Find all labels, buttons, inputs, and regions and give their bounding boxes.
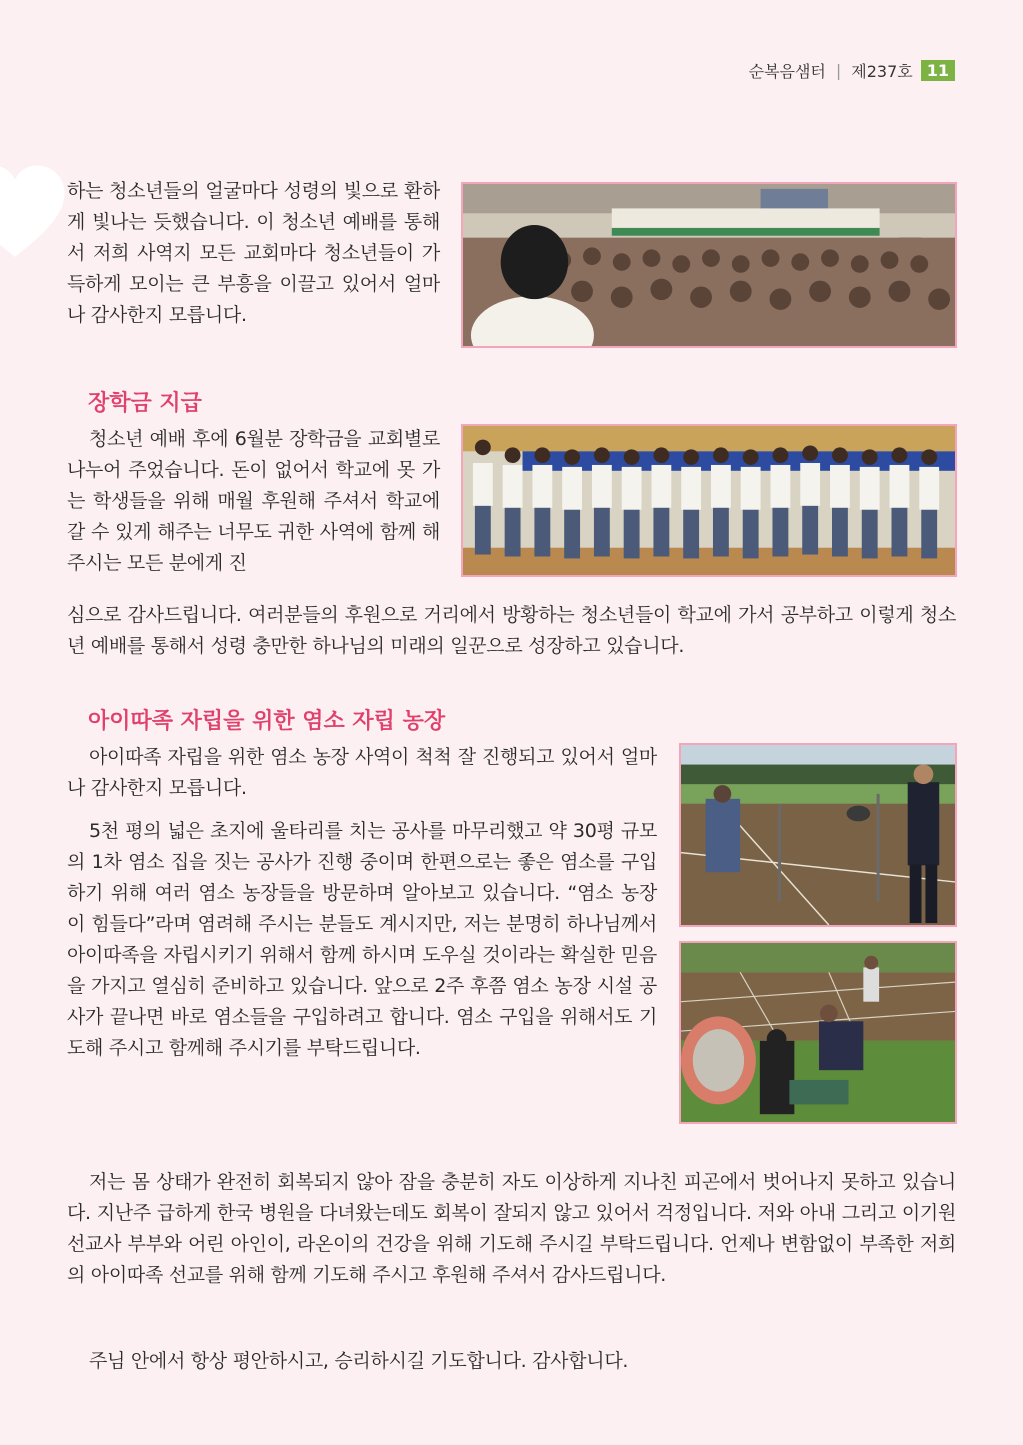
closing-paragraph-1: 저는 몸 상태가 완전히 회복되지 않아 잠을 충분히 자도 이상하게 지나친 피곤에서 벗어나지 못하고 있습니다. 지난주 급하게 한국 병원을 다녀왔는데도 회복이 잘되지 않고 있어서 걱정입니다. 저와 아내 그리고 이기원 선교사 부부와 어린 아인이, 라온이의 건강을 위해 기도해 주시길 부탁드립니다. 언제나 변함없이 부족한 저희의 아이따족 선교를 위해 함께 기도해 주시고 후원해 주셔서 감사드립니다. — [67, 1171, 956, 1286]
intro-paragraph: 하는 청소년들의 얼굴마다 성령의 빛으로 환하게 빛나는 듯했습니다. 이 청소년 예배를 통해서 저희 사역지 모든 교회마다 청소년들이 가득하게 모이는 큰 부흥을 이끌고 있어서 얼마나 감사한지 모릅니다. — [67, 180, 440, 326]
goat-farm-construction-photo — [679, 941, 957, 1124]
issue-number: 제237호 — [851, 61, 913, 81]
header-divider: | — [835, 60, 842, 80]
scholarship-students-photo — [461, 424, 957, 577]
scholarship-paragraph-continued: 심으로 감사드립니다. 여러분들의 후원으로 거리에서 방황하는 청소년들이 학교에 가서 공부하고 이렇게 청소년 예배를 통해서 성령 충만한 하나님의 미래의 일꾼으로 성장하고 있습니다. — [67, 604, 956, 657]
publication-name: 순복음샘터 — [748, 61, 826, 81]
page-number-badge: 11 — [921, 60, 955, 81]
heart-decoration-icon — [0, 160, 70, 270]
goat-farm-paragraph-1: 아이따족 자립을 위한 염소 농장 사역이 척척 잘 진행되고 있어서 얼마나 감사한지 모릅니다. — [67, 746, 657, 799]
youth-worship-photo — [461, 182, 957, 348]
goat-farm-fence-photo — [679, 743, 957, 927]
goat-farm-paragraph-2: 5천 평의 넓은 초지에 울타리를 치는 공사를 마무리했고 약 30평 규모의 1차 염소 집을 짓는 공사가 진행 중이며 한편으로는 좋은 염소를 구입하기 위해 여러 염소 농장들을 방문하며 알아보고 있습니다. “염소 농장이 힘들다”라며 염려해 주시는 분들도 계시지만, 저는 분명히 하나님께서 아이따족을 자립시키기 위해서 함께 하시며 도우실 것이라는 확실한 믿음을 가지고 열심히 준비하고 있습니다. 앞으로 2주 후쯤 염소 농장 시설 공사가 끝나면 바로 염소들을 구입하려고 합니다. 염소 구입을 위해서도 기도해 주시고 함께해 주시기를 부탁드립니다. — [67, 820, 657, 1059]
goat-farm-heading: 아이따족 자립을 위한 염소 자립 농장 — [88, 709, 446, 734]
page-header — [749, 58, 955, 82]
closing-paragraph-2: 주님 안에서 항상 평안하시고, 승리하시길 기도합니다. 감사합니다. — [89, 1350, 629, 1372]
scholarship-paragraph: 청소년 예배 후에 6월분 장학금을 교회별로 나누어 주었습니다. 돈이 없어서 학교에 못 가는 학생들을 위해 매월 후원해 주셔서 학교에 갈 수 있게 해주는 너무도 귀한 사역에 함께 해주시는 모든 분에게 진 — [67, 428, 440, 574]
scholarship-heading: 장학금 지급 — [88, 391, 202, 416]
